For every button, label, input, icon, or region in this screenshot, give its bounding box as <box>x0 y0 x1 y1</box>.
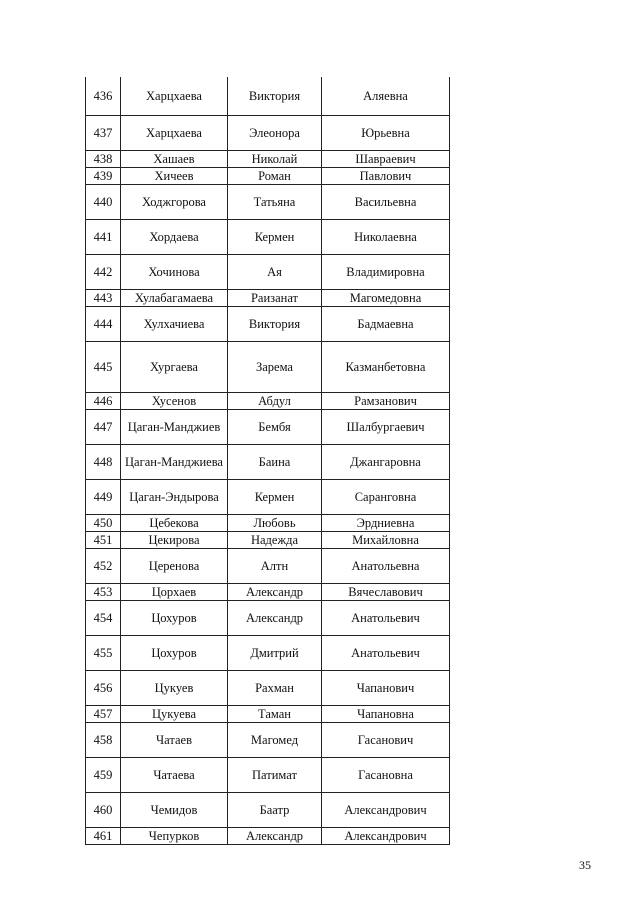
row-number: 455 <box>86 635 121 670</box>
patronymic-cell: Казманбетовна <box>322 341 450 392</box>
table-row <box>86 757 450 792</box>
first-name-cell: Таман <box>228 705 322 722</box>
first-name-cell: Александр <box>228 583 322 600</box>
table-row <box>86 115 450 150</box>
first-name-cell: Любовь <box>228 514 322 531</box>
row-number: 449 <box>86 479 121 514</box>
surname-cell: Цекирова <box>121 531 228 548</box>
surname-cell: Церенова <box>121 548 228 583</box>
first-name-cell: Алтн <box>228 548 322 583</box>
row-number: 441 <box>86 219 121 254</box>
patronymic-cell: Анатольевич <box>322 635 450 670</box>
patronymic-cell: Павлович <box>322 167 450 184</box>
surname-cell: Ходжгорова <box>121 184 228 219</box>
row-number: 442 <box>86 254 121 289</box>
patronymic-cell: Чапановна <box>322 705 450 722</box>
first-name-cell: Баина <box>228 444 322 479</box>
first-name-cell: Ая <box>228 254 322 289</box>
surname-cell: Цукуева <box>121 705 228 722</box>
surname-cell: Цебекова <box>121 514 228 531</box>
surname-cell: Хочинова <box>121 254 228 289</box>
patronymic-cell: Владимировна <box>322 254 450 289</box>
row-number: 457 <box>86 705 121 722</box>
first-name-cell: Зарема <box>228 341 322 392</box>
surname-cell: Цохуров <box>121 635 228 670</box>
first-name-cell: Надежда <box>228 531 322 548</box>
first-name-cell: Магомед <box>228 722 322 757</box>
first-name-cell: Патимат <box>228 757 322 792</box>
row-number: 447 <box>86 409 121 444</box>
surname-cell: Харцхаева <box>121 115 228 150</box>
table-row <box>86 827 450 844</box>
surname-cell: Харцхаева <box>121 77 228 115</box>
patronymic-cell: Магомедовна <box>322 289 450 306</box>
first-name-cell: Александр <box>228 827 322 844</box>
surname-cell: Чепурков <box>121 827 228 844</box>
first-name-cell: Бембя <box>228 409 322 444</box>
first-name-cell: Роман <box>228 167 322 184</box>
table-row <box>86 600 450 635</box>
surname-cell: Хичеев <box>121 167 228 184</box>
first-name-cell: Дмитрий <box>228 635 322 670</box>
surname-cell: Цукуев <box>121 670 228 705</box>
first-name-cell: Абдул <box>228 392 322 409</box>
first-name-cell: Кермен <box>228 219 322 254</box>
table-row <box>86 341 450 392</box>
first-name-cell: Виктория <box>228 77 322 115</box>
patronymic-cell: Рамзанович <box>322 392 450 409</box>
patronymic-cell: Гасанович <box>322 722 450 757</box>
first-name-cell: Татьяна <box>228 184 322 219</box>
table-row <box>86 722 450 757</box>
surname-cell: Хусенов <box>121 392 228 409</box>
patronymic-cell: Вячеславович <box>322 583 450 600</box>
row-number: 445 <box>86 341 121 392</box>
patronymic-cell: Александрович <box>322 792 450 827</box>
row-number: 458 <box>86 722 121 757</box>
patronymic-cell: Николаевна <box>322 219 450 254</box>
first-name-cell: Кермен <box>228 479 322 514</box>
row-number: 460 <box>86 792 121 827</box>
surname-cell: Цохуров <box>121 600 228 635</box>
row-number: 451 <box>86 531 121 548</box>
patronymic-cell: Анатольевич <box>322 600 450 635</box>
names-table <box>85 77 450 845</box>
patronymic-cell: Чапанович <box>322 670 450 705</box>
row-number: 440 <box>86 184 121 219</box>
table-row <box>86 514 450 531</box>
table-row <box>86 167 450 184</box>
surname-cell: Цаган-Эндырова <box>121 479 228 514</box>
row-number: 454 <box>86 600 121 635</box>
surname-cell: Хулхачиева <box>121 306 228 341</box>
table-row <box>86 254 450 289</box>
row-number: 439 <box>86 167 121 184</box>
table-row <box>86 219 450 254</box>
patronymic-cell: Аляевна <box>322 77 450 115</box>
patronymic-cell: Шавраевич <box>322 150 450 167</box>
table-row <box>86 548 450 583</box>
table-row <box>86 705 450 722</box>
table-row <box>86 583 450 600</box>
first-name-cell: Александр <box>228 600 322 635</box>
surname-cell: Хордаева <box>121 219 228 254</box>
patronymic-cell: Бадмаевна <box>322 306 450 341</box>
surname-cell: Хулабагамаева <box>121 289 228 306</box>
row-number: 444 <box>86 306 121 341</box>
table-row <box>86 479 450 514</box>
row-number: 452 <box>86 548 121 583</box>
table-row <box>86 289 450 306</box>
patronymic-cell: Саранговна <box>322 479 450 514</box>
row-number: 448 <box>86 444 121 479</box>
row-number: 450 <box>86 514 121 531</box>
table-row <box>86 306 450 341</box>
table-row <box>86 792 450 827</box>
surname-cell: Чемидов <box>121 792 228 827</box>
table-row <box>86 635 450 670</box>
patronymic-cell: Джангаровна <box>322 444 450 479</box>
surname-cell: Цорхаев <box>121 583 228 600</box>
table-row <box>86 670 450 705</box>
patronymic-cell: Васильевна <box>322 184 450 219</box>
first-name-cell: Раизанат <box>228 289 322 306</box>
row-number: 436 <box>86 77 121 115</box>
surname-cell: Чатаев <box>121 722 228 757</box>
surname-cell: Хашаев <box>121 150 228 167</box>
surname-cell: Цаган-Манджиев <box>121 409 228 444</box>
patronymic-cell: Александрович <box>322 827 450 844</box>
first-name-cell: Баатр <box>228 792 322 827</box>
row-number: 461 <box>86 827 121 844</box>
surname-cell: Цаган-Манджиева <box>121 444 228 479</box>
row-number: 437 <box>86 115 121 150</box>
table-row <box>86 150 450 167</box>
page-number: 35 <box>579 858 591 872</box>
row-number: 446 <box>86 392 121 409</box>
patronymic-cell: Михайловна <box>322 531 450 548</box>
surname-cell: Хургаева <box>121 341 228 392</box>
first-name-cell: Рахман <box>228 670 322 705</box>
row-number: 453 <box>86 583 121 600</box>
patronymic-cell: Анатольевна <box>322 548 450 583</box>
first-name-cell: Виктория <box>228 306 322 341</box>
row-number: 438 <box>86 150 121 167</box>
patronymic-cell: Гасановна <box>322 757 450 792</box>
patronymic-cell: Шалбургаевич <box>322 409 450 444</box>
names-table-body <box>86 77 450 844</box>
table-row <box>86 531 450 548</box>
table-row <box>86 184 450 219</box>
patronymic-cell: Юрьевна <box>322 115 450 150</box>
first-name-cell: Николай <box>228 150 322 167</box>
table-row <box>86 444 450 479</box>
table-row <box>86 409 450 444</box>
surname-cell: Чатаева <box>121 757 228 792</box>
table-row <box>86 77 450 115</box>
row-number: 443 <box>86 289 121 306</box>
table-row <box>86 392 450 409</box>
first-name-cell: Элеонора <box>228 115 322 150</box>
row-number: 459 <box>86 757 121 792</box>
row-number: 456 <box>86 670 121 705</box>
patronymic-cell: Эрдниевна <box>322 514 450 531</box>
